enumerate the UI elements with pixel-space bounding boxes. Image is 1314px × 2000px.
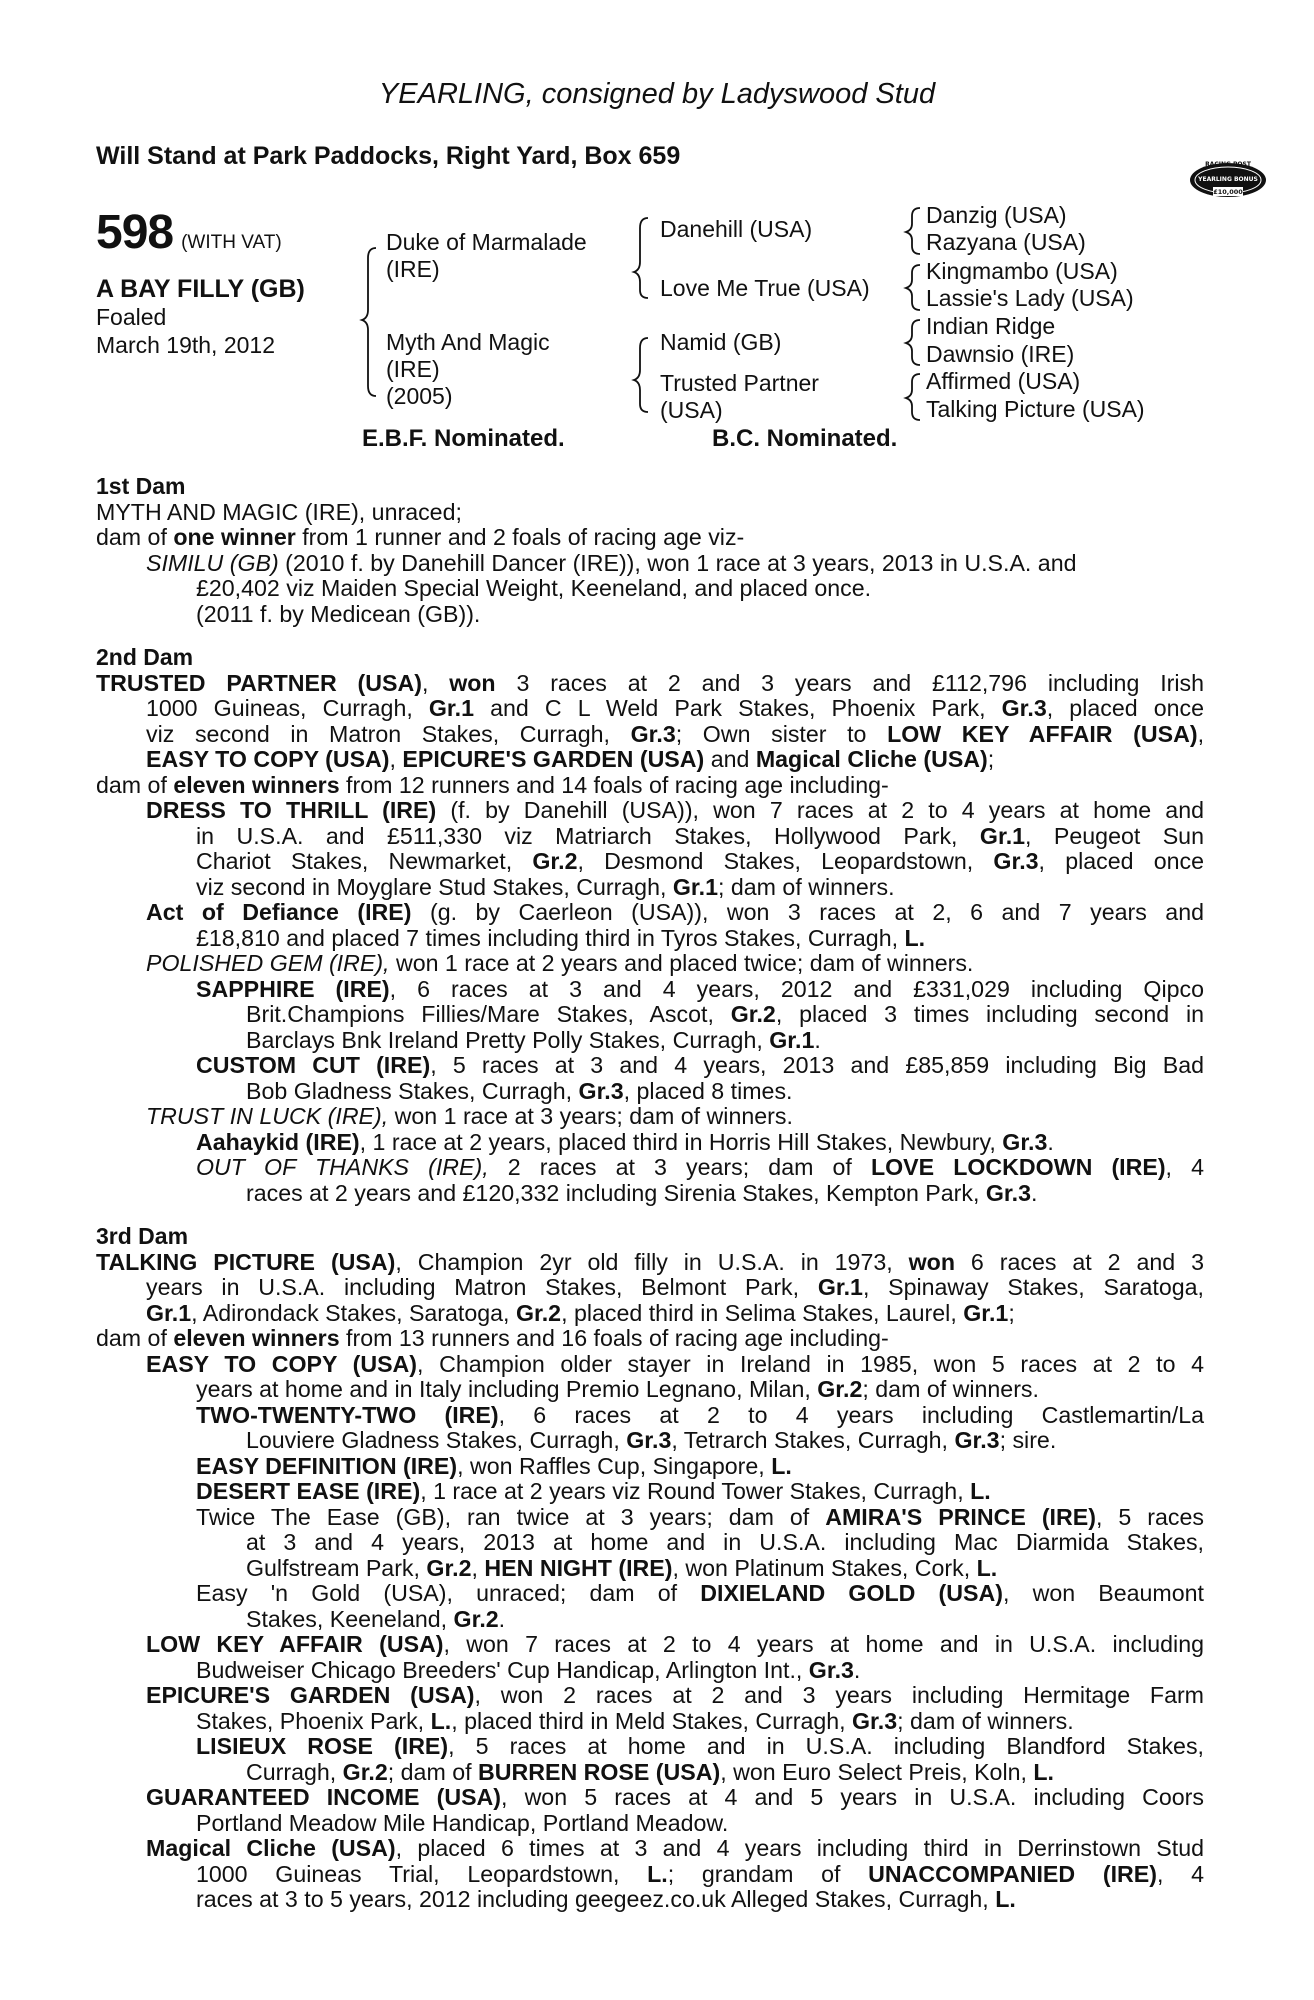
horse-name: A BAY FILLY (GB) [96, 275, 305, 303]
second-dam-line [96, 824, 1204, 850]
text: L. [995, 1886, 1016, 1912]
text: , won Euro Select Preis, Koln, [720, 1758, 1034, 1785]
text: eleven winners [173, 771, 340, 798]
second-dam-heading: 2nd Dam [96, 644, 194, 670]
text: one winner [173, 524, 296, 550]
third-dam-line [96, 1428, 1204, 1454]
third-dam-line [96, 1709, 1204, 1735]
text: L. [771, 1452, 792, 1479]
ped-ddd: Talking Picture (USA) [926, 396, 1145, 422]
text: won 1 race at 3 years; dam of winners. [388, 1103, 793, 1129]
second-dam-line [96, 773, 1204, 799]
text: Gr.3 [630, 720, 676, 747]
text: OUT OF THANKS (IRE), [196, 1154, 489, 1180]
third-dam-line [96, 1250, 1204, 1276]
text: , 5 races at 3 and 4 years, 2013 and £85,859 including Big Bad [430, 1052, 1204, 1078]
text: . [1031, 1179, 1038, 1206]
third-dam-line [96, 1785, 1204, 1811]
text: Act of Defiance (IRE) [146, 899, 412, 925]
first-dam-line: (2011 f. by Medicean (GB)). [196, 600, 481, 627]
text: EPICURE'S GARDEN (USA) [402, 746, 705, 772]
text: Gulfstream Park, [246, 1554, 427, 1581]
text: , placed once [1038, 848, 1204, 874]
text: Gr.3 [852, 1707, 898, 1734]
text: , won Platinum Stakes, Cork, [672, 1554, 977, 1581]
text: TALKING PICTURE (USA) [96, 1248, 396, 1275]
text: (f. by Danehill (USA)), won 7 races at 2 to 4 years at home and [436, 797, 1204, 823]
text: DIXIELAND GOLD (USA) [700, 1580, 1003, 1606]
text: Gr.2 [730, 1001, 776, 1027]
text: , Tetrarch Stakes, Curragh, [671, 1427, 955, 1453]
ped-dds: Affirmed (USA) [926, 368, 1081, 394]
ped-sss: Danzig (USA) [926, 202, 1067, 228]
text: , won 7 races at 2 to 4 years at home and in U.S.A. including [443, 1631, 1204, 1657]
text: , [421, 669, 450, 696]
text: , 1 race at 2 years, placed third in Horris Hill Stakes, Newbury, [359, 1128, 1003, 1155]
text: Gr.1 [963, 1299, 1009, 1326]
text: from 13 runners and 16 foals of racing age including- [339, 1325, 889, 1351]
text: L. [970, 1478, 991, 1504]
dam-dam-name: Trusted Partner [660, 370, 819, 396]
text: Louviere Gladness Stakes, Curragh, [246, 1427, 627, 1453]
text: Magical Cliche (USA) [146, 1835, 396, 1861]
text: DESERT EASE (IRE) [196, 1478, 421, 1504]
text: Gr.2 [342, 1758, 388, 1785]
dam [386, 329, 550, 410]
text: dam of [96, 1325, 174, 1351]
text: Gr.3 [626, 1427, 672, 1453]
text: GUARANTEED INCOME (USA) [146, 1784, 501, 1810]
third-dam-line [96, 1479, 1204, 1505]
text: dam of [96, 771, 174, 798]
second-dam-line [96, 747, 1204, 773]
sire-sire: Danehill (USA) [660, 216, 813, 242]
third-dam-line [96, 1632, 1204, 1658]
text: . [853, 1656, 861, 1683]
text: Chariot Stakes, Newmarket, [196, 848, 533, 874]
text: , 6 races at 3 and 4 years, 2012 and £331,029 including Qipco [389, 975, 1204, 1002]
first-dam-heading: 1st Dam [96, 473, 186, 499]
sire-dam: Love Me True (USA) [660, 275, 870, 301]
text: viz second in Matron Stakes, Curragh, [146, 720, 631, 747]
third-dam-line [96, 1301, 1204, 1327]
ped-sds: Kingmambo (USA) [926, 258, 1118, 284]
text: , Adirondack Stakes, Saratoga, [191, 1299, 516, 1326]
text: , placed 3 times including second in [775, 1001, 1204, 1027]
text: , placed 6 times at 3 and 4 years including third in Derrinstown Stud [395, 1835, 1204, 1861]
dam-dam [660, 370, 819, 424]
second-dam-line [96, 1079, 1204, 1105]
foaled-label: Foaled [96, 304, 167, 330]
text: eleven winners [173, 1325, 340, 1351]
text: , won 5 races at 4 and 5 years in U.S.A. including Coors [501, 1784, 1204, 1810]
text: Gr.1 [672, 873, 718, 900]
text: LOVE LOCKDOWN (IRE) [870, 1154, 1166, 1180]
text: Magical Cliche (USA) [755, 746, 988, 772]
text: . [1047, 1128, 1054, 1155]
text: , won 2 races at 2 and 3 years including Hermitage Farm [474, 1682, 1205, 1708]
third-dam-line [96, 1454, 1204, 1480]
third-dam-line [96, 1556, 1204, 1582]
text: HEN NIGHT (IRE) [484, 1554, 673, 1581]
text: ; [987, 746, 995, 772]
text: Brit.Champions Fillies/Mare Stakes, Ascot, [246, 1001, 731, 1027]
second-dam-line [96, 722, 1204, 748]
text: years in U.S.A. including Matron Stakes, Belmont Park, [146, 1274, 818, 1300]
text: 2 races at 3 years; dam of [488, 1154, 871, 1180]
text: , 5 races at home and in U.S.A. including Blandford Stakes, [448, 1733, 1204, 1759]
text: Gr.2 [817, 1376, 863, 1402]
lot-number: 598 [96, 206, 174, 259]
text: , 6 races at 2 to 4 years including Castlemartin/La [498, 1401, 1204, 1428]
text: Twice The Ease (GB), ran twice at 3 years; dam of [196, 1503, 826, 1530]
text: EASY TO COPY (USA) [146, 746, 390, 772]
text: ; Own sister to [675, 720, 888, 747]
text: Stakes, Keeneland, [246, 1605, 454, 1632]
text: Barclays Bnk Ireland Pretty Polly Stakes, Curragh, [246, 1026, 770, 1053]
text: , [389, 746, 403, 772]
foaled-date: March 19th, 2012 [96, 332, 276, 358]
text: Budweiser Chicago Breeders' Cup Handicap, Arlington Int., [196, 1656, 809, 1683]
text: LOW KEY AFFAIR (USA) [887, 720, 1198, 747]
ped-dsd: Dawnsio (IRE) [926, 341, 1075, 367]
text: UNACCOMPANIED (IRE) [868, 1860, 1157, 1887]
pedigree-notes [96, 456, 1204, 1913]
text: Gr.1 [146, 1299, 192, 1326]
text: Gr.2 [515, 1299, 562, 1326]
second-dam-line [96, 1104, 1204, 1130]
third-dam-line [96, 1403, 1204, 1429]
third-dam-line [96, 1505, 1204, 1531]
text: years at home and in Italy including Premio Legnano, Milan, [196, 1376, 818, 1402]
text: , Peugeot Sun [1025, 822, 1204, 849]
text: won [449, 669, 496, 696]
second-dam-line [96, 798, 1204, 824]
text: EASY TO COPY (USA) [146, 1350, 418, 1377]
text: , placed 8 times. [623, 1077, 793, 1104]
text: , won Beaumont [1002, 1580, 1204, 1606]
text: Gr.3 [808, 1656, 854, 1683]
ebf-nominated: E.B.F. Nominated. [362, 425, 565, 452]
ped-dss: Indian Ridge [926, 313, 1056, 339]
second-dam-line [96, 671, 1204, 697]
text: L. [904, 924, 926, 951]
dam-sire: Namid (GB) [660, 329, 782, 355]
badge-amount-text: £10,000 [1213, 188, 1243, 196]
text: 3 races at 2 and 3 years and £112,796 including Irish [495, 669, 1204, 696]
text: Stakes, Phoenix Park, [196, 1707, 431, 1734]
text: (2010 f. by Danehill Dancer (IRE)), won 1 race at 3 years, 2013 in U.S.A. and [278, 549, 1077, 576]
text: TWO-TWENTY-TWO (IRE) [196, 1401, 499, 1428]
text: , placed third in Meld Stakes, Curragh, [451, 1707, 853, 1734]
sire [386, 229, 587, 283]
text: , 4 [1165, 1154, 1204, 1180]
third-dam-line [96, 1581, 1204, 1607]
text: , placed once [1046, 695, 1205, 721]
text: Easy 'n Gold (USA), unraced; dam of [196, 1580, 701, 1606]
dam-year: (2005) [386, 383, 453, 409]
text: Gr.3 [993, 848, 1039, 874]
second-dam-line [96, 977, 1204, 1003]
second-dam-line [96, 849, 1204, 875]
badge-top-text: RACING POST [1205, 161, 1251, 168]
text: Gr.1 [979, 822, 1026, 849]
second-dam-line [96, 926, 1204, 952]
text: won 1 race at 2 years and placed twice; dam of winners. [389, 950, 974, 976]
text: Gr.1 [769, 1026, 815, 1053]
dam-country: (IRE) [386, 356, 440, 382]
text: . [498, 1605, 506, 1632]
stand-location: Will Stand at Park Paddocks, Right Yard, Box 659 [96, 142, 681, 170]
third-dam-line [96, 1887, 1204, 1913]
text: , [1197, 720, 1205, 747]
third-dam-line [96, 1377, 1204, 1403]
text: BURREN ROSE (USA) [478, 1758, 721, 1785]
third-dam-line [96, 1760, 1204, 1786]
second-dam-line [96, 1028, 1204, 1054]
text: L. [647, 1860, 668, 1887]
text: Curragh, [246, 1758, 343, 1785]
second-dam-line [96, 1053, 1204, 1079]
text: from 1 runner and 2 foals of racing age viz- [295, 524, 745, 550]
text: 6 races at 2 and 3 [955, 1248, 1204, 1275]
text: , placed third in Selima Stakes, Laurel, [561, 1299, 964, 1326]
third-dam-line [96, 1836, 1204, 1862]
first-dam-line [96, 551, 1204, 577]
text: Bob Gladness Stakes, Curragh, [246, 1077, 579, 1104]
text: ; dam of winners. [862, 1376, 1039, 1402]
text: viz second in Moyglare Stud Stakes, Curragh, [196, 873, 673, 900]
second-dam-line [96, 900, 1204, 926]
text: Gr.3 [954, 1427, 1000, 1453]
text: TRUST IN LUCK (IRE), [146, 1103, 389, 1129]
third-dam-line [96, 1352, 1204, 1378]
text: and [704, 746, 756, 772]
ped-sdd: Lassie's Lady (USA) [926, 285, 1134, 311]
third-dam-line: Portland Meadow Mile Handicap, Portland Meadow. [196, 1809, 729, 1836]
text: ; dam of [387, 1758, 478, 1785]
text: £18,810 and placed 7 times including third in Tyros Stakes, Curragh, [196, 924, 905, 951]
text: in U.S.A. and £511,330 viz Matriarch Stakes, Hollywood Park, [196, 822, 980, 849]
third-dam-line: at 3 and 4 years, 2013 at home and in U.S.A. including Mac Diarmida Stakes, [246, 1529, 1204, 1555]
text: ; [1008, 1299, 1015, 1326]
third-dam-line [96, 1607, 1204, 1633]
text: , 4 [1156, 1860, 1204, 1887]
third-dam-line [96, 1326, 1204, 1352]
second-dam-line [96, 1181, 1204, 1207]
text: Gr.2 [532, 848, 578, 874]
third-dam-line [96, 1683, 1204, 1709]
text: L. [1033, 1758, 1054, 1785]
pedigree-braces [0, 0, 1314, 460]
text: and C L Weld Park Stakes, Phoenix Park, [474, 695, 1002, 721]
text: L. [976, 1554, 998, 1581]
text: , Champion 2yr old filly in U.S.A. in 1973, [395, 1248, 909, 1275]
text: SAPPHIRE (IRE) [196, 975, 390, 1002]
sire-name: Duke of Marmalade [386, 229, 587, 255]
text: DRESS TO THRILL (IRE) [146, 797, 437, 823]
text: Gr.2 [453, 1605, 499, 1632]
text: POLISHED GEM (IRE), [146, 950, 390, 976]
text: Gr.1 [817, 1274, 863, 1300]
dam-name: Myth And Magic [386, 329, 550, 355]
text: . [814, 1026, 821, 1053]
text: dam of [96, 524, 174, 550]
text: Gr.3 [985, 1179, 1031, 1206]
text: , Desmond Stakes, Leopardstown, [577, 848, 994, 874]
text: , Spinaway Stakes, Saratoga, [862, 1274, 1204, 1300]
text: won [908, 1248, 955, 1275]
text: Gr.3 [1001, 695, 1047, 721]
text: , [471, 1554, 485, 1581]
text: Gr.3 [578, 1077, 624, 1104]
text: Gr.3 [1002, 1128, 1048, 1155]
text: ; grandam of [667, 1860, 869, 1887]
ped-ssd: Razyana (USA) [926, 229, 1086, 255]
text: , won Raffles Cup, Singapore, [457, 1452, 772, 1479]
second-dam-line [96, 875, 1204, 901]
text: Gr.2 [426, 1554, 472, 1581]
second-dam-line [96, 1130, 1204, 1156]
second-dam-line [96, 696, 1204, 722]
text: 1000 Guineas Trial, Leopardstown, [196, 1860, 648, 1887]
text: Aahaykid (IRE) [196, 1128, 360, 1155]
dam-dam-country: (USA) [660, 397, 723, 423]
text: , 1 race at 2 years viz Round Tower Stakes, Curragh, [420, 1478, 971, 1504]
text: races at 3 to 5 years, 2012 including geegeez.co.uk Alleged Stakes, Curragh, [196, 1886, 996, 1912]
text: L. [430, 1707, 452, 1734]
third-dam-line [96, 1734, 1204, 1760]
text: TRUSTED PARTNER (USA) [96, 669, 422, 696]
vat-label: (WITH VAT) [181, 232, 282, 253]
page-header: YEARLING, consigned by Ladyswood Stud [378, 78, 936, 110]
badge-middle-text: YEARLING BONUS [1198, 176, 1258, 183]
third-dam-line [96, 1658, 1204, 1684]
text: Gr.1 [428, 695, 475, 721]
third-dam-heading: 3rd Dam [96, 1223, 189, 1249]
text: ; dam of winners. [718, 873, 895, 900]
second-dam-line [96, 1002, 1204, 1028]
second-dam-line [96, 951, 1204, 977]
text: , Champion older stayer in Ireland in 1985, won 5 races at 2 to 4 [417, 1350, 1204, 1377]
bc-nominated: B.C. Nominated. [712, 425, 898, 452]
text: races at 2 years and £120,332 including Sirenia Stakes, Kempton Park, [246, 1179, 986, 1206]
text: SIMILU (GB) [146, 549, 279, 576]
text: EASY DEFINITION (IRE) [196, 1452, 458, 1479]
text: ; dam of winners. [897, 1707, 1074, 1734]
third-dam-line [96, 1862, 1204, 1888]
text: from 12 runners and 14 foals of racing age including- [339, 771, 889, 798]
text: EPICURE'S GARDEN (USA) [146, 1682, 475, 1708]
text: 1000 Guineas, Curragh, [146, 695, 429, 721]
text: (g. by Caerleon (USA)), won 3 races at 2, 6 and 7 years and [411, 899, 1204, 925]
text: ; sire. [999, 1427, 1057, 1453]
text: LOW KEY AFFAIR (USA) [146, 1631, 444, 1657]
text: CUSTOM CUT (IRE) [196, 1052, 431, 1078]
second-dam-line [96, 1155, 1204, 1181]
third-dam-line [96, 1275, 1204, 1301]
text: , 5 races [1095, 1503, 1204, 1530]
first-dam-line [96, 525, 1204, 551]
text: AMIRA'S PRINCE (IRE) [825, 1503, 1096, 1530]
sire-country: (IRE) [386, 256, 440, 282]
first-dam-line: MYTH AND MAGIC (IRE), unraced; [96, 498, 462, 525]
text: LISIEUX ROSE (IRE) [196, 1733, 449, 1759]
first-dam-line: £20,402 viz Maiden Special Weight, Keeneland, and placed once. [196, 575, 872, 601]
